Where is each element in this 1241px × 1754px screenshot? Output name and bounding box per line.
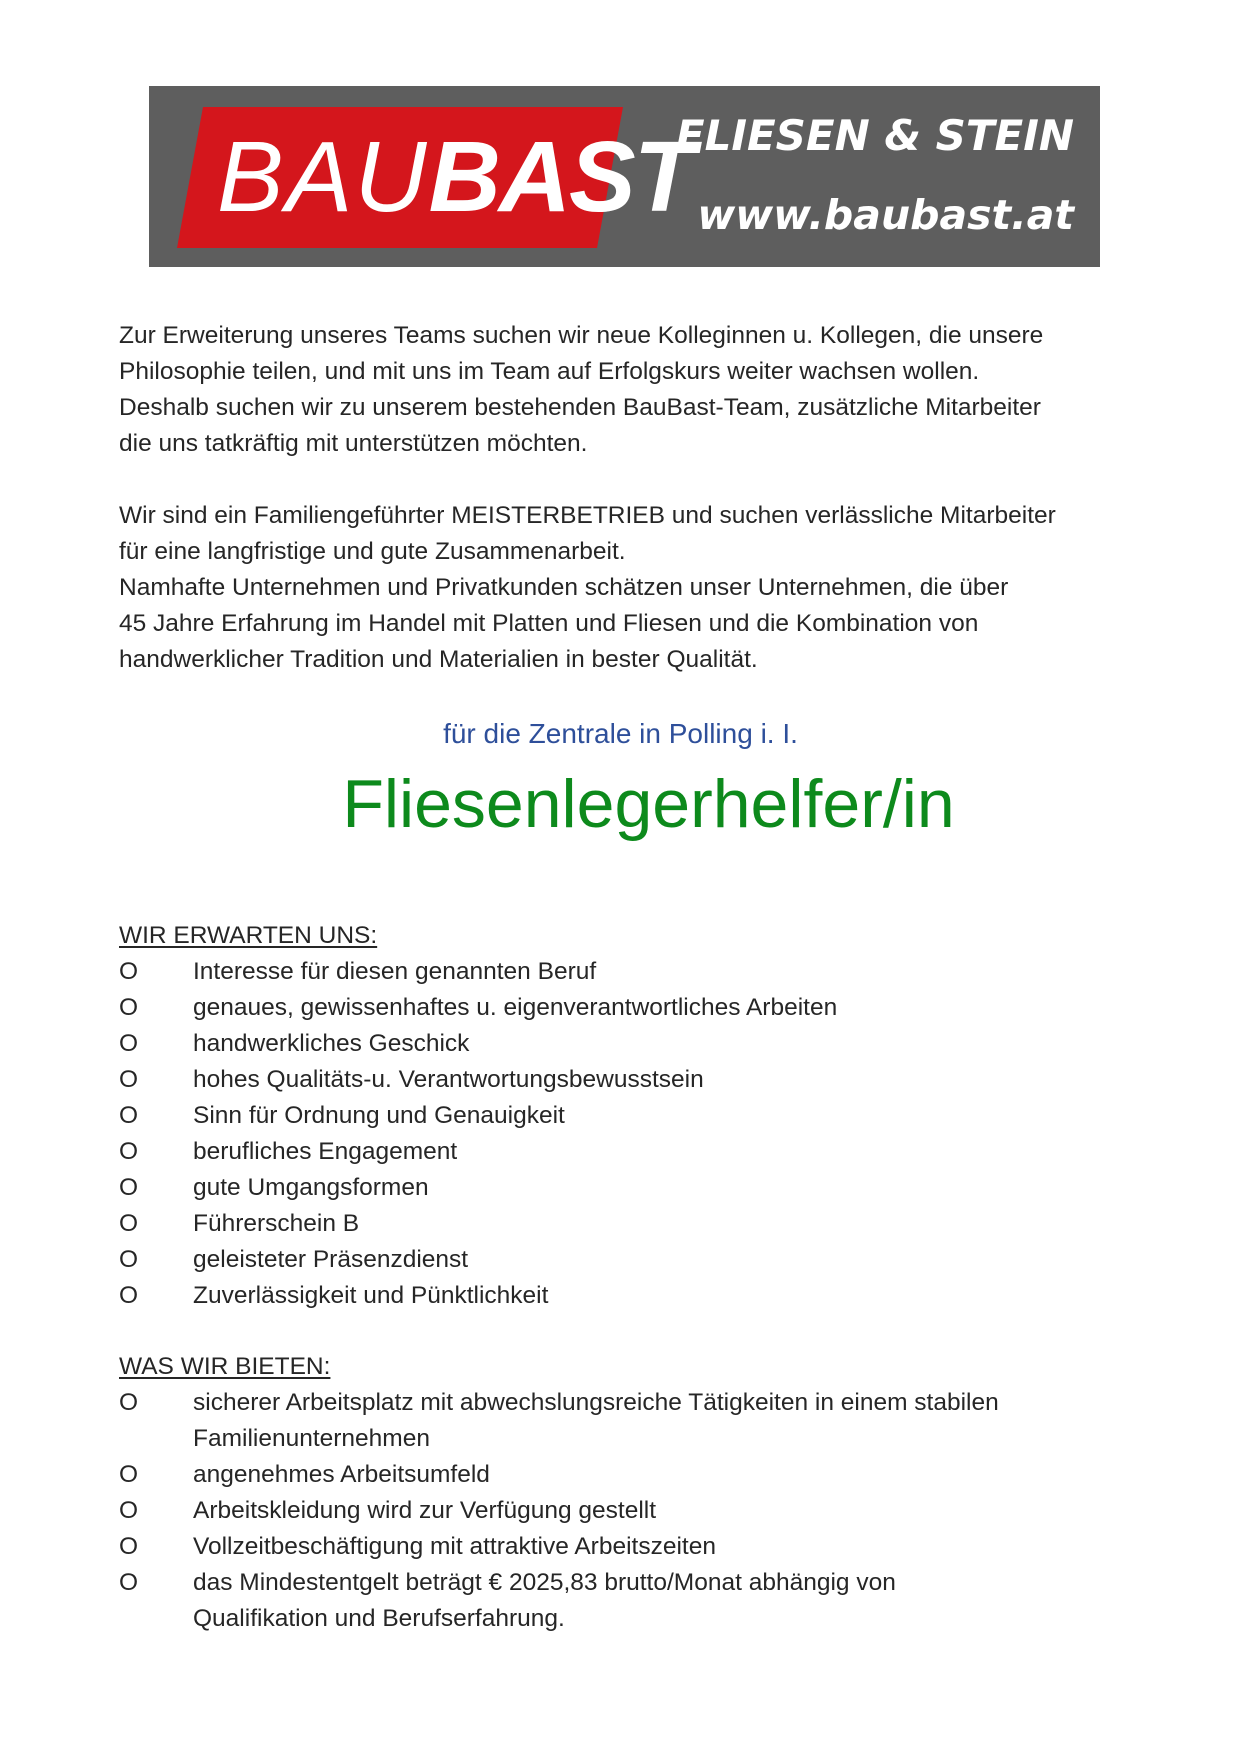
expectation-text: genaues, gewissenhaftes u. eigenverantwortliches Arbeiten: [193, 994, 838, 1021]
expectation-item: [119, 1098, 1129, 1134]
paragraph-line: Deshalb suchen wir zu unserem bestehenden BauBast-Team, zusätzliche Mitarbeiter: [119, 394, 1041, 421]
offer-text-line: angenehmes Arbeitsumfeld: [193, 1461, 490, 1488]
company-tagline: FLIESEN & STEIN: [675, 111, 1074, 160]
offer-text: [193, 1565, 1129, 1637]
paragraph-line: Philosophie teilen, und mit uns im Team auf Erfolgskurs weiter wachsen wollen.: [119, 358, 980, 385]
bullet-marker: O: [119, 1497, 139, 1524]
offer-item: [119, 1493, 1129, 1529]
bullet-marker: O: [119, 1282, 139, 1309]
expectations-list: [119, 954, 1129, 1314]
paragraph-line: 45 Jahre Erfahrung im Handel mit Platten und Fliesen und die Kombination von: [119, 610, 979, 637]
paragraph-line: die uns tatkräftig mit unterstützen möchten.: [119, 430, 588, 457]
header-banner: [149, 86, 1100, 267]
expectation-item: [119, 1170, 1129, 1206]
bullet-marker: O: [119, 1533, 139, 1560]
offer-text: [193, 1457, 1129, 1493]
paragraph-line: Wir sind ein Familiengeführter MEISTERBETRIEB und suchen verlässliche Mitarbeiter: [119, 502, 1056, 529]
offer-text: [193, 1385, 1129, 1457]
expectation-item: [119, 1134, 1129, 1170]
bullet-marker: O: [119, 1461, 139, 1488]
offers-heading: WAS WIR BIETEN:: [119, 1353, 331, 1380]
location-text: für die Zentrale in Polling i. I.: [443, 718, 798, 749]
offer-text-line: Vollzeitbeschäftigung mit attraktive Arbeitszeiten: [193, 1533, 716, 1560]
bullet-marker: O: [119, 1246, 139, 1273]
offer-text-line: Qualifikation und Berufserfahrung.: [193, 1605, 565, 1632]
offer-item: [119, 1385, 1129, 1457]
job-title: [0, 762, 1241, 846]
offer-item: [119, 1565, 1129, 1637]
intro-paragraph-2: [119, 498, 1129, 678]
expectation-item: [119, 990, 1129, 1026]
bullet-marker: O: [119, 1210, 139, 1237]
expectations-heading: WIR ERWARTEN UNS:: [119, 922, 378, 949]
expectation-item: [119, 954, 1129, 990]
expectations-section: [119, 918, 1129, 1314]
expectation-text: Führerschein B: [193, 1210, 360, 1237]
offer-item: [119, 1457, 1129, 1493]
bullet-marker: O: [119, 958, 139, 985]
paragraph-line: Namhafte Unternehmen und Privatkunden schätzen unser Unternehmen, die über: [119, 574, 1009, 601]
bullet-marker: O: [119, 1138, 139, 1165]
bullet-marker: O: [119, 1174, 139, 1201]
job-title-text: Fliesenlegerhelfer/in: [342, 766, 955, 842]
paragraph-line: Zur Erweiterung unseres Teams suchen wir neue Kolleginnen u. Kollegen, die unsere: [119, 322, 1044, 349]
bullet-marker: O: [119, 1102, 139, 1129]
offer-text: [193, 1529, 1129, 1565]
expectation-item: [119, 1062, 1129, 1098]
bullet-marker: O: [119, 1066, 139, 1093]
company-website: www.baubast.at: [697, 191, 1074, 239]
expectation-item: [119, 1206, 1129, 1242]
expectation-item: [119, 1278, 1129, 1314]
location-subtitle: [0, 718, 1241, 750]
offer-text-line: sicherer Arbeitsplatz mit abwechslungsreiche Tätigkeiten in einem stabilen: [193, 1389, 999, 1416]
expectation-item: [119, 1242, 1129, 1278]
offers-section: [119, 1349, 1129, 1637]
offer-text-line: das Mindestentgelt beträgt € 2025,83 brutto/Monat abhängig von: [193, 1569, 896, 1596]
offer-text: [193, 1493, 1129, 1529]
logo-text-bold: BAST: [428, 121, 693, 233]
offer-item: [119, 1529, 1129, 1565]
paragraph-line: handwerklicher Tradition und Materialien in bester Qualität.: [119, 646, 758, 673]
expectation-text: geleisteter Präsenzdienst: [193, 1246, 469, 1273]
intro-paragraph-1: [119, 318, 1129, 462]
expectation-item: [119, 1026, 1129, 1062]
expectation-text: Interesse für diesen genannten Beruf: [193, 958, 597, 985]
paragraph-line: für eine langfristige und gute Zusammenarbeit.: [119, 538, 626, 565]
offers-list: [119, 1385, 1129, 1637]
offer-text-line: Arbeitskleidung wird zur Verfügung gestellt: [193, 1497, 657, 1524]
expectation-text: berufliches Engagement: [193, 1138, 458, 1165]
expectation-text: hohes Qualitäts-u. Verantwortungsbewusstsein: [193, 1066, 704, 1093]
expectation-text: Zuverlässigkeit und Pünktlichkeit: [193, 1282, 549, 1309]
expectation-text: gute Umgangsformen: [193, 1174, 429, 1201]
bullet-marker: O: [119, 1030, 139, 1057]
logo-text-light: BAU: [217, 121, 429, 233]
expectation-text: handwerkliches Geschick: [193, 1030, 470, 1057]
intro-text: [119, 318, 1129, 678]
baubast-logo: [177, 107, 693, 248]
expectation-text: Sinn für Ordnung und Genauigkeit: [193, 1102, 565, 1129]
offer-text-line: Familienunternehmen: [193, 1425, 430, 1452]
bullet-marker: O: [119, 1569, 139, 1596]
bullet-marker: O: [119, 1389, 139, 1416]
bullet-marker: O: [119, 994, 139, 1021]
